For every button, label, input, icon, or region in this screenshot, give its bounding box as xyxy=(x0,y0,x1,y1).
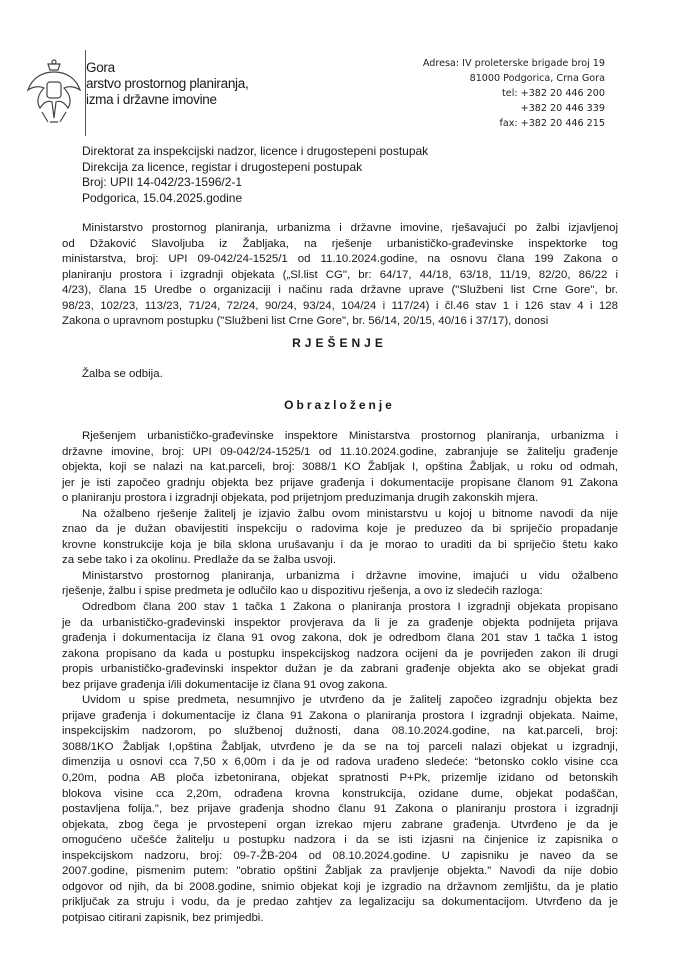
org-line: arstvo prostornog planiranja, xyxy=(86,76,249,91)
text-line: je da urbanističko-građevinski inspektor provjerava da li je za građenje objekta podnijeta prijava xyxy=(62,616,618,629)
text-line: bez prijave građenja i/ili dokumentacije iz člana 91 ovog zakona. xyxy=(62,678,388,691)
text-line: objekata, zbog čega je prvostepeni organ izrekao mjeru zabrane građenja. Utvrđeno je da je xyxy=(62,818,618,831)
reasoning-paragraph xyxy=(62,600,618,693)
org-line: izma i državne imovine xyxy=(86,92,217,107)
case-number: Broj: UPII 14-042/23-1596/2-1 xyxy=(82,175,243,190)
reasoning-section xyxy=(62,429,618,927)
address-line: Adresa: IV proleterske brigade broj 19 xyxy=(422,58,605,69)
reasoning-paragraph xyxy=(62,693,618,926)
text-line: krovne konstrukcije koja je bila sklona urušavanju i da je morao to uraditi da bi spriječio štetu kako xyxy=(62,538,618,551)
intro-paragraph xyxy=(62,221,618,330)
text-line: znao da je dužan obavijestiti inspekciju o radovima koje je preduzeo da bi spriječio propadanje xyxy=(62,523,618,536)
text-line: prijave građenja i dokumentacije iz člana 91 Zakona o planiranja prostora I izgradnji objekata. Naime, xyxy=(62,709,618,722)
reasoning-title: Obrazloženje xyxy=(284,398,395,412)
text-line: propis urbanističko-građevinski inspektor dužan je da zabrani građenje objekta ako se objekat gradi xyxy=(62,663,618,676)
text-line: jer je isti započeo gradnju objekta bez prijave građenja i dokumentacije propisane članom 91 Zakona xyxy=(62,476,618,489)
address-line: 81000 Podgorica, Crna Gora xyxy=(469,73,605,84)
document-date: Podgorica, 15.04.2025.godine xyxy=(82,190,243,205)
text-line: Na ožalbeno rješenje žalitelj je izjavio žalbu ovom ministarstvu u kojoj u bitnome navodi da nije xyxy=(82,507,618,520)
text-line: postavljena folija.", bez prijave građenja shodno članu 91 Zakona o planiranju prostora i izgradnji xyxy=(62,803,618,816)
text-line: Uvidom u spise predmeta, nesumnjivo je utvrđeno da je žalitelj započeo izgradnju objekta bez xyxy=(82,694,618,707)
text-line: inspekcijskim nadzorom, po službenoj dužnosti, dana 08.10.2024.godine, na kat.parceli, broj: xyxy=(62,725,618,738)
org-line: Gora xyxy=(86,60,115,75)
coat-of-arms-logo xyxy=(24,56,84,130)
text-line: Ministarstvo prostornog planiranja, urbanizma i državne imovine, rješavajući po žalbi izjavljenoj xyxy=(82,222,618,234)
contact-address xyxy=(423,56,605,131)
decision-text: Žalba se odbija. xyxy=(82,368,163,380)
reasoning-paragraph xyxy=(62,507,618,569)
text-line: državne imovine, broj: UPI 09-042/24-1525/1 od 11.10.2024.godine, zabranjuje se žalitelju građenje xyxy=(62,445,618,458)
text-line: građenja i dokumentacija iz člana 91 ovog zakona, dok je odredbom člana 201 stav 1 tačka 1 istog xyxy=(62,632,618,645)
text-line: ministarstva, broj: UPI 09-042/24-1525/1 od 11.10.2024.godine, na osnovu člana 199 Zakona o xyxy=(62,253,618,266)
text-line: o planiranju prostora i izgradnji objekata, pod prijetnjom preduzimanja drugih zakonskih mjera. xyxy=(62,492,539,505)
text-line: blokova visine cca 2,20m, odrađena krovna konstrukcija, ozidane dume, objekat podaščan, xyxy=(62,787,618,800)
decision-title: RJEŠENJE xyxy=(292,336,387,350)
text-line: priključak za struju i vodu, da je predao zahtjev za legalizaciju sa dokumentacijom. Utvrđeno da je xyxy=(62,896,618,909)
text-line: od Džaković Slavoljuba iz Žabljaka, na rješenje urbanističko-građevinske inspektorke tog xyxy=(62,237,618,250)
text-line: odgovor od njih, da bi 2008.godine, snimio objekat koji je izgradio na državnom zemljištu, da je platio xyxy=(62,880,618,893)
text-line: 0,20m, podna AB ploča izbetonirana, objekat spratnosti P+Pk, prizemlje izidano od betonskih xyxy=(62,772,618,785)
text-line: zakona propisano da kada u postupku inspekcijskog nadzora ocijeni da je povrijeđen zakon ili drugi xyxy=(62,647,618,660)
text-line: Zakona o upravnom postupku ("Službeni list Crne Gore", br. 56/14, 20/15, 40/16 i 37/17), donosi xyxy=(62,315,549,328)
text-line: za sebe tako i za okolinu. Predlaže da se žalba usvoji. xyxy=(62,554,337,567)
text-line: Odredbom člana 200 stav 1 tačka 1 Zakona o planiranja prostora I izgradnji objekata propisano xyxy=(82,601,618,614)
text-line: dimenzija u osnovi cca 7,50 x 6,00m i da je od radova urađeno sledeće: “betonsko coklo visine cca xyxy=(62,756,618,769)
text-line: Ministarstvo prostornog planiranja, urbanizma i državne imovine, imajući u vidu ožalbeno xyxy=(82,569,618,582)
text-line: inspekcijskom nadzoru, broj: 09-7-ŽB-204 od 08.10.2024.godine. U zapisniku je naveo da se xyxy=(62,849,618,862)
text-line: 3088/1KO Žabljak I,opština Žabljak, utvrđeno je da se na toj parceli nalazi objekat u izgradnji, xyxy=(62,740,618,753)
text-line: 2007.godine, pismenim putem: "obratio opštini Žabljak za pravljenje objekta." Navodi da nije dobio xyxy=(62,865,618,878)
reasoning-paragraph xyxy=(62,429,618,507)
reasoning-paragraph xyxy=(62,569,618,600)
text-line: 98/23, 102/23, 113/23, 71/24, 72/24, 90/24, 93/24, 104/24 i 117/24) i čl.46 stav 1 i 126 stav 4 i 128 xyxy=(62,299,618,312)
document-header xyxy=(82,144,428,206)
phone-line: tel: +382 20 446 200 xyxy=(502,88,605,99)
fax-line: fax: +382 20 446 215 xyxy=(499,118,605,129)
ministry-name xyxy=(86,60,248,108)
directorate: Direktorat za inspekcijski nadzor, licence i drugostepeni postupak xyxy=(82,144,429,158)
text-line: planiranju prostora i izgradnji objekata („Sl.list CG", br: 64/17, 44/18, 63/18, 11/19, 82/20, 86/22 i xyxy=(62,268,618,281)
text-line: omogućeno učešće žalitelju u postupku nadzora i da se isti izjasni na činjenice iz zapisnika o xyxy=(62,834,618,847)
directorate-division: Direkcija za licence, registar i drugostepeni postupak xyxy=(82,159,363,174)
text-line: 4/23), člana 15 Uredbe o organizaciji i načinu rada državne uprave ("Službeni list Crne Gore", br. xyxy=(62,284,618,297)
text-line: objekta, koji se nalazi na kat.parceli, broj: 3088/1 KO Žabljak I, opština Žabljak, u roku od odmah, xyxy=(62,461,618,474)
text-line: potpisao citirani zapisnik, bez primjedbi. xyxy=(62,911,264,924)
phone-line: +382 20 446 339 xyxy=(520,103,605,114)
text-line: Rješenjem urbanističko-građevinske inspektore Ministarstva prostornog planiranja, urbanizma i xyxy=(82,430,618,442)
text-line: rješenje, žalbu i spise predmeta je odlučilo kao u dispozitivu rješenja, a ovo iz sledećih razloga: xyxy=(62,585,543,598)
